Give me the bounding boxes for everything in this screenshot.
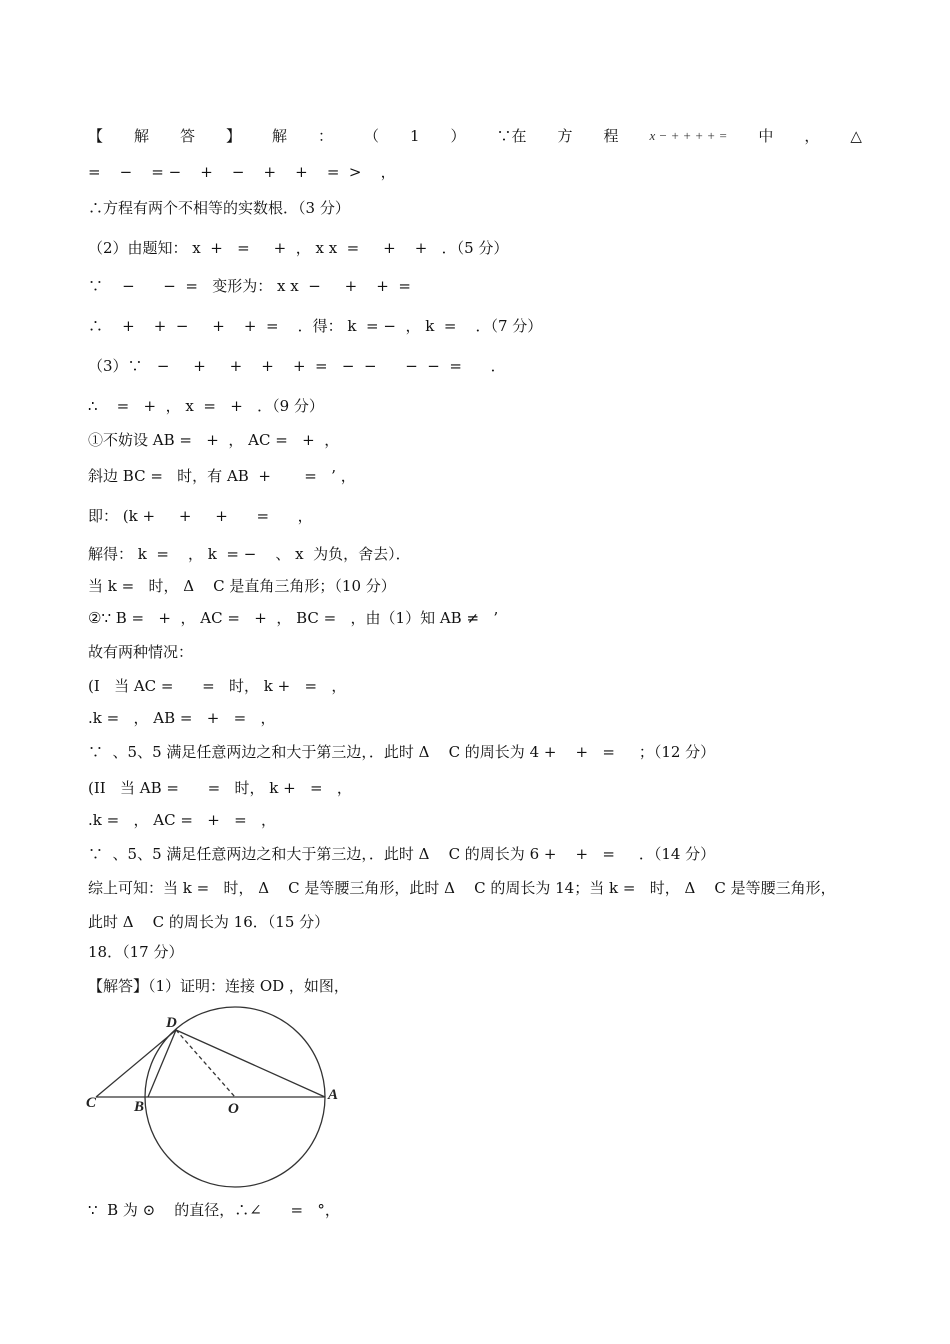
line-bd	[148, 1030, 176, 1097]
line-23: 此时 Δ C 的周长为 16．（15 分）	[88, 913, 330, 931]
line-24: 18．（17 分）	[88, 943, 184, 961]
line-21: ∵ 、5、5 满足任意两边之和大于第三边，．此时 Δ C 的周长为 6 + + = ．（14 分）	[88, 845, 716, 863]
line-10: 斜边 BC = 时，有 AB + = ’ ，	[88, 467, 356, 485]
line-5: ∵ − − = 变形为： x x − + + =	[88, 277, 411, 295]
line-16: (I 当 AC = = 时， k + = ，	[88, 677, 347, 695]
line-25: 【解答】（1）证明：连接 OD ，如图，	[88, 977, 349, 995]
line-solution-header: 【 解 答 】 解 ： （ 1 ） ∵在 方 程 x − + + + + = 中 ， △	[88, 127, 862, 145]
label-a: A	[328, 1087, 339, 1103]
line-cd	[96, 1030, 176, 1097]
line-da	[176, 1030, 325, 1097]
label-b: B	[134, 1099, 145, 1115]
line-2: = − = − + − + + = > ，	[88, 163, 396, 181]
line-20: .k = ， AC = + = ，	[88, 811, 276, 829]
line-17: .k = ， AB = + = ，	[88, 709, 276, 727]
line-19: (II 当 AB = = 时， k + = ，	[88, 779, 352, 797]
line-13: 当 k = 时， Δ C 是直角三角形；（10 分）	[88, 577, 396, 595]
line-15: 故有两种情况：	[88, 643, 194, 661]
line-3: ∴方程有两个不相等的实数根．（3 分）	[88, 199, 350, 217]
line-11: 即： (k + + + = ，	[88, 507, 313, 525]
line-8: ∴ = + ， x = + ．（9 分）	[88, 397, 324, 415]
line-22: 综上可知：当 k = 时， Δ C 是等腰三角形，此时 Δ C 的周长为 14；当 k = 时， Δ C 是等腰三角形，	[88, 879, 836, 897]
line-4: （2）由题知： x + = + ， x x = + + ．（5 分）	[88, 239, 509, 257]
line-14: ②∵ B = + ， AC = + ， BC = ，由（1）知 AB ≠ ’	[88, 609, 499, 627]
label-o: O	[228, 1101, 239, 1117]
geometry-figure	[80, 1005, 360, 1190]
line-18: ∵ 、5、5 满足任意两边之和大于第三边，．此时 Δ C 的周长为 4 + + = ；（12 分）	[88, 743, 716, 761]
line-12: 解得： k = ， k = − 、 x 为负，舍去）．	[88, 545, 411, 563]
line-6: ∴ + + − + + = ．得： k = − ， k = ．（7 分）	[88, 317, 543, 335]
label-c: C	[86, 1095, 97, 1111]
line-od-dashed	[176, 1030, 235, 1097]
line-26: ∵ B 为 ⊙ 的直径，∴∠ = °，	[88, 1201, 340, 1219]
line-9: ①不妨设 AB = + ， AC = + ，	[88, 431, 340, 449]
label-d: D	[166, 1015, 177, 1031]
line-7: （3）∵ − + + + + = − − − − = ．	[88, 357, 506, 375]
